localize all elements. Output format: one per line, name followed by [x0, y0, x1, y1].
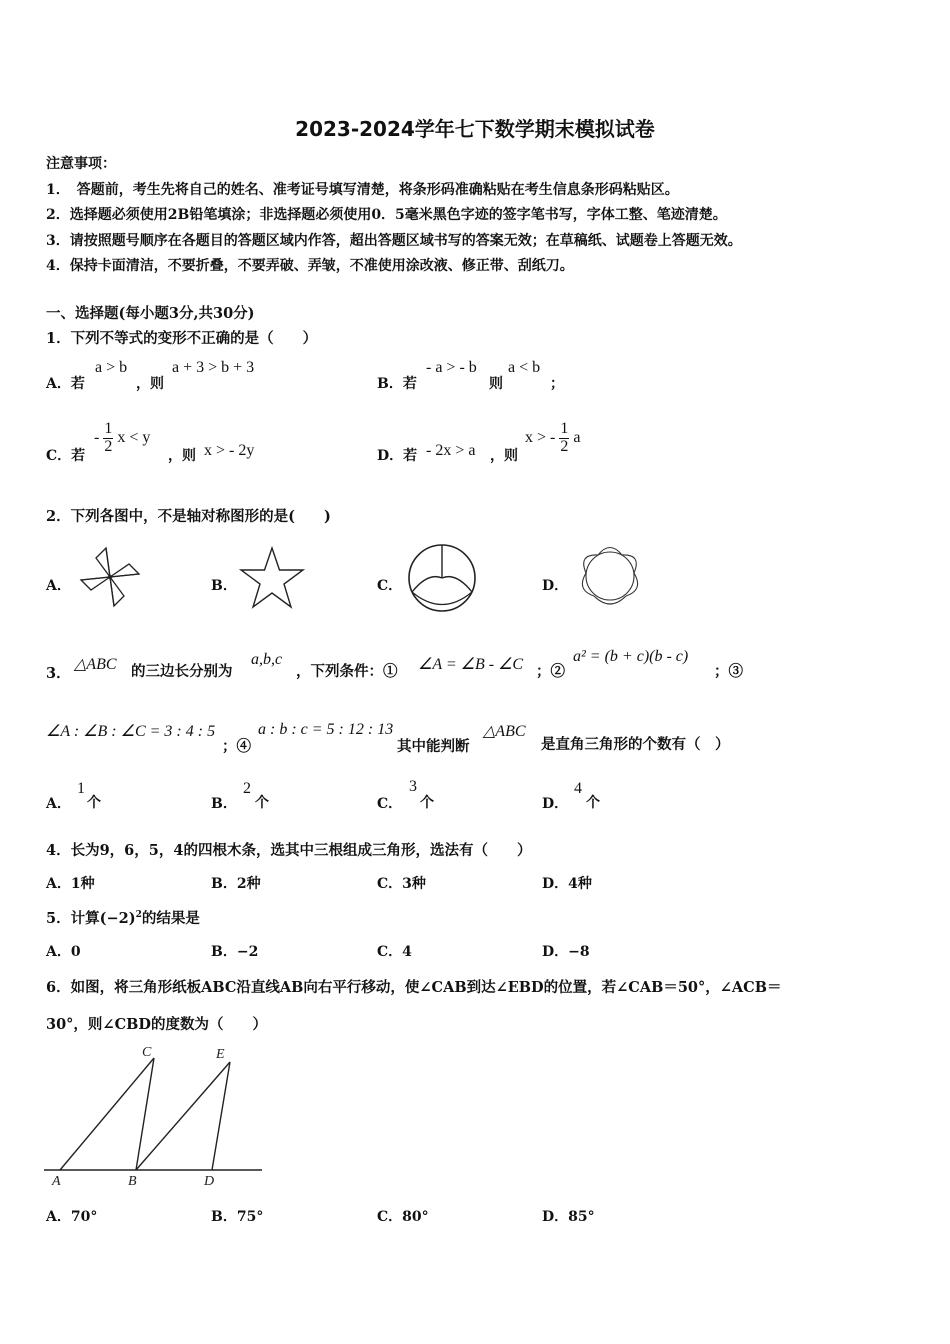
q3-condition-1: ∠A = ∠B - ∠C [418, 656, 524, 673]
q3-option-b-unit: 个 [255, 795, 269, 811]
q3-option-b-value: 2 [243, 780, 251, 797]
q3-option-c-unit: 个 [420, 795, 434, 811]
section-heading: 一、选择题(每小题3分,共30分) [46, 305, 255, 322]
q2-option-d-label: D． [542, 578, 569, 594]
q3-separator-2: ；② [536, 663, 565, 680]
q4-option-d: D．4种 [542, 876, 592, 892]
star-figure [238, 546, 306, 610]
q1-c-rest: x < y [117, 428, 151, 446]
q3-option-a-unit: 个 [87, 795, 101, 811]
q1-option-d-expression [525, 421, 580, 456]
q4-stem: 4．长为9，6，5，4的四根木条，选其中三根组成三角形，选法有（ ） [46, 842, 532, 859]
triangle-translation-figure [44, 1040, 266, 1190]
q6-option-c: C．80° [377, 1209, 429, 1225]
q3-condition-4: a : b : c = 5 : 12 : 13 [258, 721, 394, 738]
q3-option-c-label: C． [377, 796, 403, 812]
q5-option-a: A．0 [46, 944, 81, 960]
q1-d-fraction [559, 421, 569, 456]
q4-option-b: B．2种 [211, 876, 261, 892]
q3-sides: a,b,c [251, 651, 283, 668]
q5-stem [46, 907, 200, 928]
q1-option-a-condition: a > b [95, 359, 128, 376]
q1-d-pre: x > - [525, 428, 556, 446]
q3-option-a-label: A． [46, 796, 71, 812]
q6-stem-line-1: 6．如图，将三角形纸板ABC沿直线AB向右平行移动，使∠CAB到达∠EBD的位置，若∠CAB＝50°，∠ACB＝ [46, 979, 782, 996]
notes-item: 4．保持卡面清洁，不要折叠，不要弄破、弄皱，不准使用涂改液、修正带、刮纸刀。 [46, 258, 574, 274]
q5-stem-post: 的结果是 [141, 910, 200, 927]
q1-option-b-result: a < b [508, 359, 541, 376]
q1-option-d-label: D．若 [377, 448, 418, 464]
figure-label-b: B [128, 1174, 137, 1189]
q3-option-c-value: 3 [409, 778, 417, 795]
q5-option-c: C．4 [377, 944, 412, 960]
q1-option-d-condition: - 2x > a [426, 442, 476, 459]
q3-triangle-2: △ABC [483, 723, 526, 740]
q1-option-b-label: B．若 [377, 376, 417, 392]
q3-option-d-label: D． [542, 796, 569, 812]
q3-number: 3． [46, 665, 71, 682]
q2-option-a-label: A． [46, 578, 71, 594]
q1-d-numerator: 1 [560, 420, 569, 437]
pinwheel-figure [76, 544, 144, 612]
q3-option-b-label: B． [211, 796, 237, 812]
notes-block [46, 152, 742, 280]
q2-option-b-label: B． [211, 578, 237, 594]
q1-option-c-then: ，则 [168, 448, 196, 464]
q2-stem: 2．下列各图中，不是轴对称图形的是( ) [46, 508, 331, 525]
q3-condition-2: a² = (b + c)(b - c) [573, 648, 689, 665]
q2-option-c-label: C． [377, 578, 403, 594]
q1-option-a-label: A．若 [46, 376, 85, 392]
q3-separator-4: ；④ [222, 738, 251, 755]
q1-c-fraction [103, 421, 113, 456]
q1-d-var: a [573, 428, 581, 446]
q1-option-d-then: ，则 [490, 448, 518, 464]
q1-d-denominator: 2 [560, 437, 569, 455]
q3-end-text: 是直角三角形的个数有（ ） [541, 736, 730, 753]
notes-item: 2．选择题必须使用2B铅笔填涂；非选择题必须使用0．5毫米黑色字迹的签字笔书写，字体工整、笔迹清楚。 [46, 207, 727, 223]
q1-option-c-label: C．若 [46, 448, 86, 464]
q5-option-b: B．−2 [211, 944, 259, 960]
q3-condition-3: ∠A : ∠B : ∠C = 3 : 4 : 5 [46, 723, 216, 740]
figure-label-a: A [52, 1174, 61, 1189]
q4-option-a: A．1种 [46, 876, 95, 892]
q3-sides-text: 的三边长分别为 [131, 663, 233, 680]
q3-conditions-text: ，下列条件：① [296, 663, 398, 680]
q3-judge-text: 其中能判断 [397, 738, 470, 755]
q1-option-a-result: a + 3 > b + 3 [172, 359, 255, 376]
q6-stem-line-2: 30°，则∠CBD的度数为（ ） [46, 1016, 267, 1033]
q1-option-b-condition: - a > - b [426, 359, 477, 376]
q3-separator-3: ；③ [714, 663, 743, 680]
notes-item: 1． 答题前，考生先将自己的姓名、准考证号填写清楚，将条形码准确粘贴在考生信息条形码粘贴区。 [46, 181, 679, 198]
q1-option-b-end: ； [550, 376, 564, 392]
q1-option-b-then: 则 [489, 376, 503, 392]
figure-label-e: E [216, 1047, 225, 1062]
q1-c-denominator: 2 [104, 437, 113, 455]
q1-c-numerator: 1 [104, 420, 113, 437]
circle-three-arcs-figure [406, 542, 478, 614]
q6-option-d: D．85° [542, 1209, 595, 1225]
q5-exponent: 2 [135, 910, 142, 921]
q6-option-b: B．75° [211, 1209, 264, 1225]
page-title: 2023-2024学年七下数学期末模拟试卷 [295, 117, 655, 141]
q3-triangle: △ABC [74, 656, 117, 673]
q1-option-c-result: x > - 2y [204, 442, 255, 459]
q1-stem: 1．下列不等式的变形不正确的是（ ） [46, 330, 318, 347]
q3-option-a-value: 1 [77, 780, 85, 797]
figure-label-d: D [204, 1174, 215, 1189]
q4-option-c: C．3种 [377, 876, 426, 892]
q1-option-a-then: ，则 [136, 376, 164, 392]
notes-item: 3．请按照题号顺序在各题目的答题区域内作答，超出答题区域书写的答案无效；在草稿纸、试题卷上答题无效。 [46, 232, 742, 249]
q3-option-d-unit: 个 [586, 795, 600, 811]
q5-option-d: D．−8 [542, 944, 590, 960]
flower-circle-figure [572, 540, 648, 612]
figure-label-c: C [142, 1045, 152, 1060]
q6-option-a: A．70° [46, 1209, 98, 1225]
q3-option-d-value: 4 [574, 780, 582, 797]
q5-stem-pre: 5．计算(−2) [46, 910, 136, 927]
notes-heading: 注意事项： [46, 156, 116, 172]
q1-option-c-expression [94, 421, 150, 456]
q1-c-minus: - [94, 428, 100, 446]
